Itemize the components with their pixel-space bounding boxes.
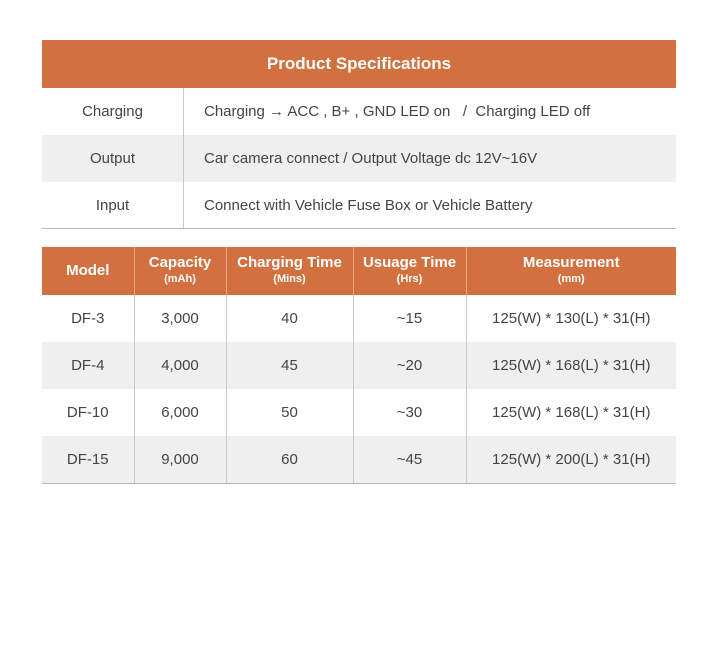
cell-capacity: 4,000 <box>134 342 226 389</box>
table-row <box>42 389 676 436</box>
spec-value: Connect with Vehicle Fuse Box or Vehicle Battery <box>204 196 533 214</box>
cell-usage-time: ~20 <box>353 342 466 389</box>
cell-measurement: 125(W) * 130(L) * 31(H) <box>492 310 651 327</box>
table-row <box>42 436 676 483</box>
cell-measurement: 125(W) * 168(L) * 31(H) <box>466 342 676 389</box>
cell-charging-time: 50 <box>226 389 353 436</box>
cell-capacity: 6,000 <box>134 389 226 436</box>
cell-measurement: 125(W) * 200(L) * 31(H) <box>466 436 676 483</box>
spec-value: Charging → ACC , B+ , GND LED on / Charging LED off <box>204 103 591 120</box>
product-specifications <box>42 40 676 229</box>
cell-usage-time: ~45 <box>353 436 466 483</box>
spec-row-output <box>42 135 676 182</box>
cell-usage-time: ~30 <box>353 389 466 436</box>
spec-row-input <box>42 182 676 229</box>
header-capacity: Capacity (mAh) <box>134 247 226 295</box>
spec-value: Car camera connect / Output Voltage dc 12V~16V <box>204 150 538 167</box>
table-row <box>42 342 676 389</box>
cell-usage-time: ~15 <box>353 295 466 342</box>
spec-label: Output <box>42 135 184 182</box>
cell-capacity: 9,000 <box>134 436 226 483</box>
table-header-row <box>42 247 676 295</box>
spec-label: Input <box>42 182 184 228</box>
cell-capacity: 3,000 <box>134 295 226 342</box>
spec-title: Product Specifications <box>42 40 676 88</box>
models-table <box>42 247 676 484</box>
table-row <box>42 295 676 342</box>
header-charging-time: Charging Time (Mins) <box>226 247 353 295</box>
header-measurement: Measurement (mm) <box>466 247 676 295</box>
cell-model: DF-10 <box>42 389 134 436</box>
cell-charging-time: 60 <box>226 436 353 483</box>
header-usage-time: Usuage Time (Hrs) <box>353 247 466 295</box>
cell-charging-time: 40 <box>226 295 353 342</box>
cell-charging-time: 45 <box>226 342 353 389</box>
cell-model: DF-15 <box>42 436 134 483</box>
cell-model: DF-4 <box>42 342 134 389</box>
header-model: Model <box>42 247 134 295</box>
spec-label: Charging <box>42 88 184 135</box>
cell-model: DF-3 <box>42 295 134 342</box>
cell-measurement: 125(W) * 168(L) * 31(H) <box>492 404 651 421</box>
spec-row-charging <box>42 88 676 135</box>
